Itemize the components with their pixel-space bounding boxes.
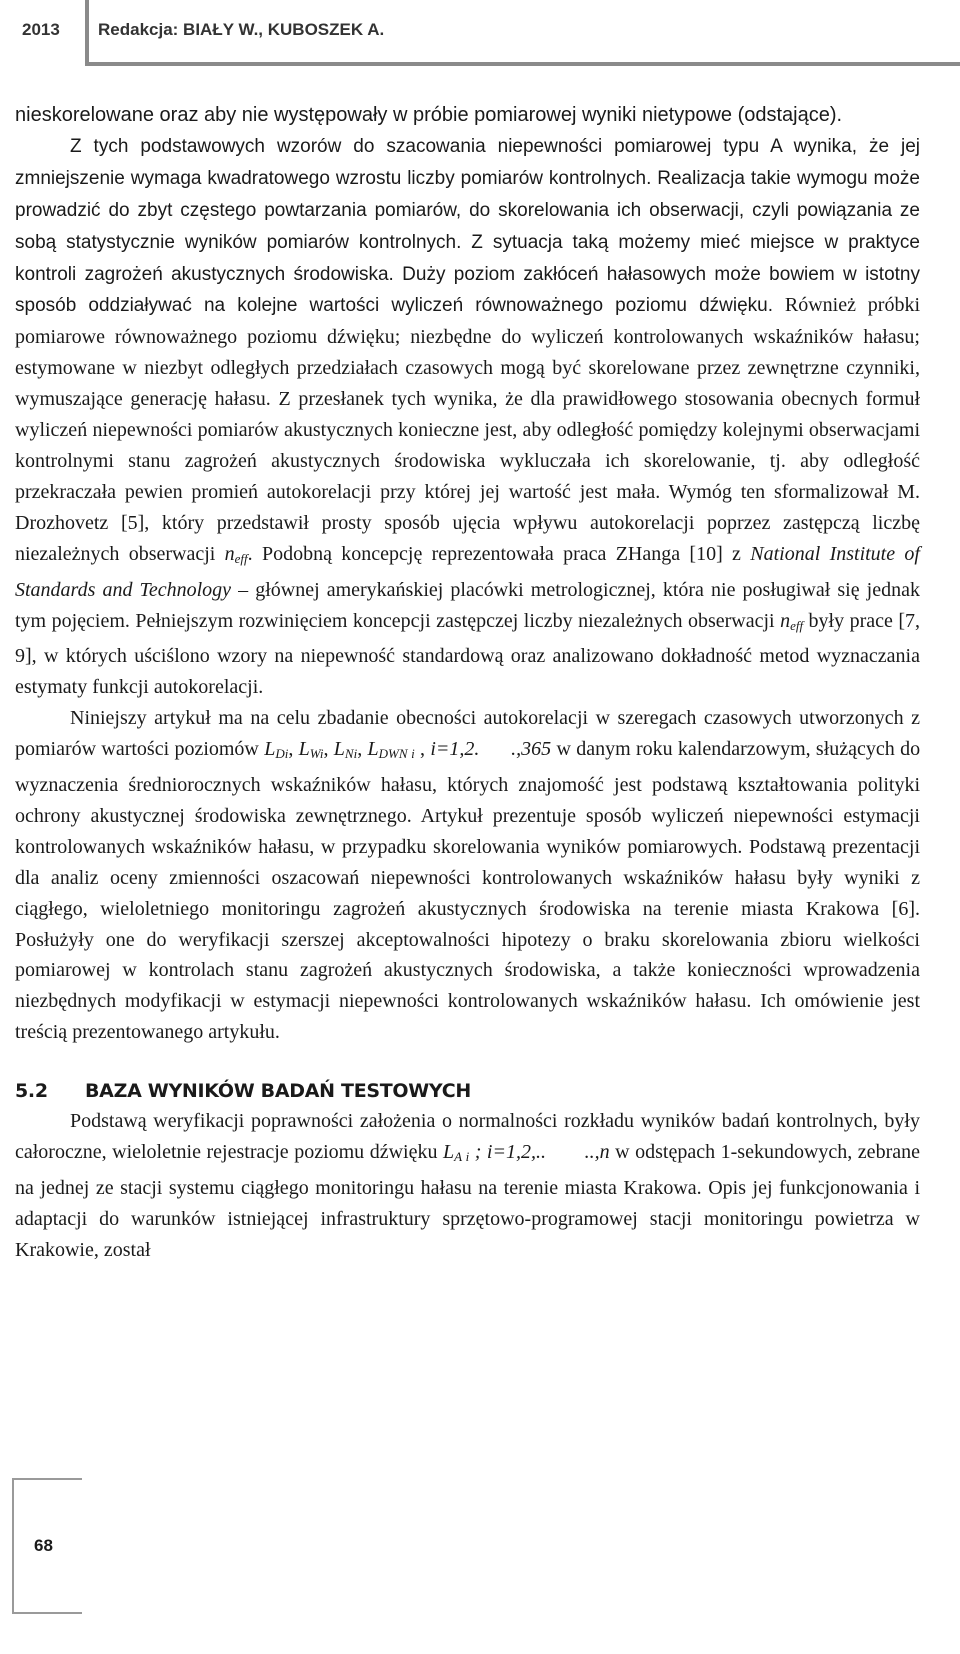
header-divider-vertical bbox=[85, 0, 89, 66]
paragraph-autocorrelation-text-b: Również próbki pomiarowe równoważnego poziomu dźwięku; niezbędne do wyliczeń kontrolowanych wskaźników hałasu; estymowane w niezbyt odległych przedziałach czasowych mogą być skorelowane przez zewnętrzne czynniki, wymuszające generację hałasu. bbox=[15, 294, 921, 411]
level-subscript: Wi bbox=[309, 746, 324, 762]
level-subscript: Di bbox=[275, 746, 289, 762]
footer-border-top bbox=[12, 1478, 82, 1480]
neff-symbol: n bbox=[780, 609, 791, 632]
institute-name: National Institute of Standards and Technology bbox=[15, 542, 920, 601]
paragraph-autocorrelation bbox=[15, 131, 920, 703]
neff-subscript: eff bbox=[234, 550, 248, 566]
level-subscript: DWN i bbox=[378, 746, 415, 762]
level-symbol: L bbox=[298, 738, 310, 761]
page-number-box bbox=[12, 1478, 82, 1614]
index-range: i=1,2. .,365 bbox=[430, 738, 552, 761]
index-range: ; i=1,2,.. ..,n bbox=[469, 1141, 610, 1164]
paragraph-autocorrelation-text-f: były prace [7, 9], w których uściślono wzory na niepewność standardową oraz analizowano dokładność metod wyznaczania estymaty funkcji autokorelacji. bbox=[15, 609, 920, 699]
paragraph-continuation-text: nieskorelowane oraz aby nie występowały w próbie pomiarowej wyniki nietypowe (odstające). bbox=[15, 104, 843, 126]
paragraph-aim-text-b: w danym roku kalendarzowym, służących do wyznaczenia średniorocznych wskaźników hałasu, których znajomość jest podstawą kształtowania polityki ochrony akustycznej środowiska zewnętrznego. Artykuł prezentuje sposób wyliczeń niepewności estymacji kontrolowanych wskaźników hałasu, w przypadku skorelowania wyników pomiarowych. Podstawą prezentacji dla analiz oceny zmienności oszacowań niepewności kontrolowanych wskaźników hałasu były wyniki z ciągłego, wieloletniego monitoringu zagrożeń akustycznych środowiska na terenie miasta Krakowa [6]. Posłużyły one do weryfikacji szerszej akceptowalności hipotezy o braku skorelowania zbioru wielkości pomiarowej w kontrolach stanu zagrożeń akustycznych środowiska, a także konieczności wprowadzenia niezbędnych modyfikacji w estymacji niepewności kontrolowanych wskaźników hałasu. Ich omówienie jest treścią prezentowanego artykułu. bbox=[15, 738, 921, 1044]
level-subscript: A i bbox=[454, 1149, 470, 1165]
level-subscript: Ni bbox=[344, 746, 358, 762]
paragraph-autocorrelation-text-e: – głównej amerykańskiej placówki metrologicznej, która nie posługiwał się jednak tym pojęciem. Pełniejszym rozwinięciem koncepcji zastępczej liczby niezależnych obserwacji bbox=[15, 578, 920, 632]
level-symbol: L bbox=[367, 738, 379, 761]
article-body bbox=[15, 100, 920, 1266]
header-divider-horizontal bbox=[88, 62, 960, 66]
header-year: 2013 bbox=[22, 20, 60, 39]
separator: , bbox=[323, 738, 334, 761]
section-number: 5.2 bbox=[15, 1080, 48, 1103]
paragraph-continuation bbox=[15, 100, 920, 131]
separator: , bbox=[414, 738, 431, 761]
separator: , bbox=[288, 738, 299, 761]
paragraph-autocorrelation-sans-text: Z tych podstawowych wzorów do szacowania niepewności pomiarowej typu A wynika, że jej zmniejszenie wymaga kwadratowego wzrostu liczby pomiarów kontrolnych. Realizacja takie wymogu może prowadzić do zbyt częstego powtarzania pomiarów, do skorelowania ich obserwacji, czyli powiązania ze sobą statystycznie wyników pomiarów kontrolnych. Z sytuacja taką możemy mieć miejsce w praktyce kontroli zagrożeń akustycznych środowiska. Duży poziom zakłóceń hałasowych może bowiem w istotny sposób oddziaływać na kolejne wartości wyliczeń równoważnego poziomu dźwięku. bbox=[15, 135, 920, 317]
paragraph-autocorrelation-text-d: . Podobną koncepcję reprezentowała praca ZHanga [10] z bbox=[247, 542, 751, 565]
section-title: BAZA WYNIKÓW BADAŃ TESTOWYCH bbox=[85, 1080, 471, 1103]
level-symbol: L bbox=[264, 738, 276, 761]
separator: , bbox=[357, 738, 368, 761]
page-number: 68 bbox=[34, 1536, 53, 1555]
neff-symbol: n bbox=[224, 542, 235, 565]
header-editors: Redakcja: BIAŁY W., KUBOSZEK A. bbox=[98, 20, 385, 39]
paragraph-aim-text-a: Niniejszy artykuł ma na celu zbadanie obecności autokorelacji w szeregach czasowych utworzonych z pomiarów wartości poziomów bbox=[15, 707, 920, 761]
paragraph-database-text-a: Podstawą weryfikacji poprawności założenia o normalności rozkładu wyników badań kontrolnych, były całoroczne, wieloletnie rejestracje poziomu dźwięku bbox=[15, 1110, 920, 1164]
footer-border-bottom bbox=[12, 1612, 82, 1614]
paragraph-database bbox=[15, 1106, 920, 1266]
page-header bbox=[0, 0, 960, 66]
paragraph-aim bbox=[15, 703, 920, 1048]
neff-subscript: eff bbox=[790, 617, 804, 633]
footer-border-left bbox=[12, 1478, 14, 1614]
level-symbol: L bbox=[443, 1141, 455, 1164]
section-heading bbox=[15, 1076, 920, 1106]
paragraph-database-text-b: w odstępach 1-sekundowych, zebrane na jednej ze stacji systemu ciągłego monitoringu hałasu na terenie miasta Krakowa. Opis jej funkcjonowania i adaptacji do warunków istniejącej infrastruktury sprzętowo-programowej stacji monitoringu powietrza w Krakowie, został bbox=[15, 1141, 920, 1261]
paragraph-autocorrelation-text-c: Z przesłanek tych wynika, że dla prawidłowego stosowania obecnych formuł wyliczeń niepewności pomiarów akustycznych konieczne jest, aby odległość pomiędzy kolejnymi obserwacjami kontrolnymi stanu zagrożeń akustycznych środowiska wykluczała ich skorelowanie, tj. aby odległość przekraczała pewien promień autokorelacji przy której jej wartość jest mała. Wymóg ten sformalizował M. Drozhovetz [5], który przedstawił prosty sposób ujęcia wpływu autokorelacji poprzez zastępczą liczbę niezależnych obserwacji bbox=[15, 388, 921, 565]
level-symbol: L bbox=[333, 738, 345, 761]
